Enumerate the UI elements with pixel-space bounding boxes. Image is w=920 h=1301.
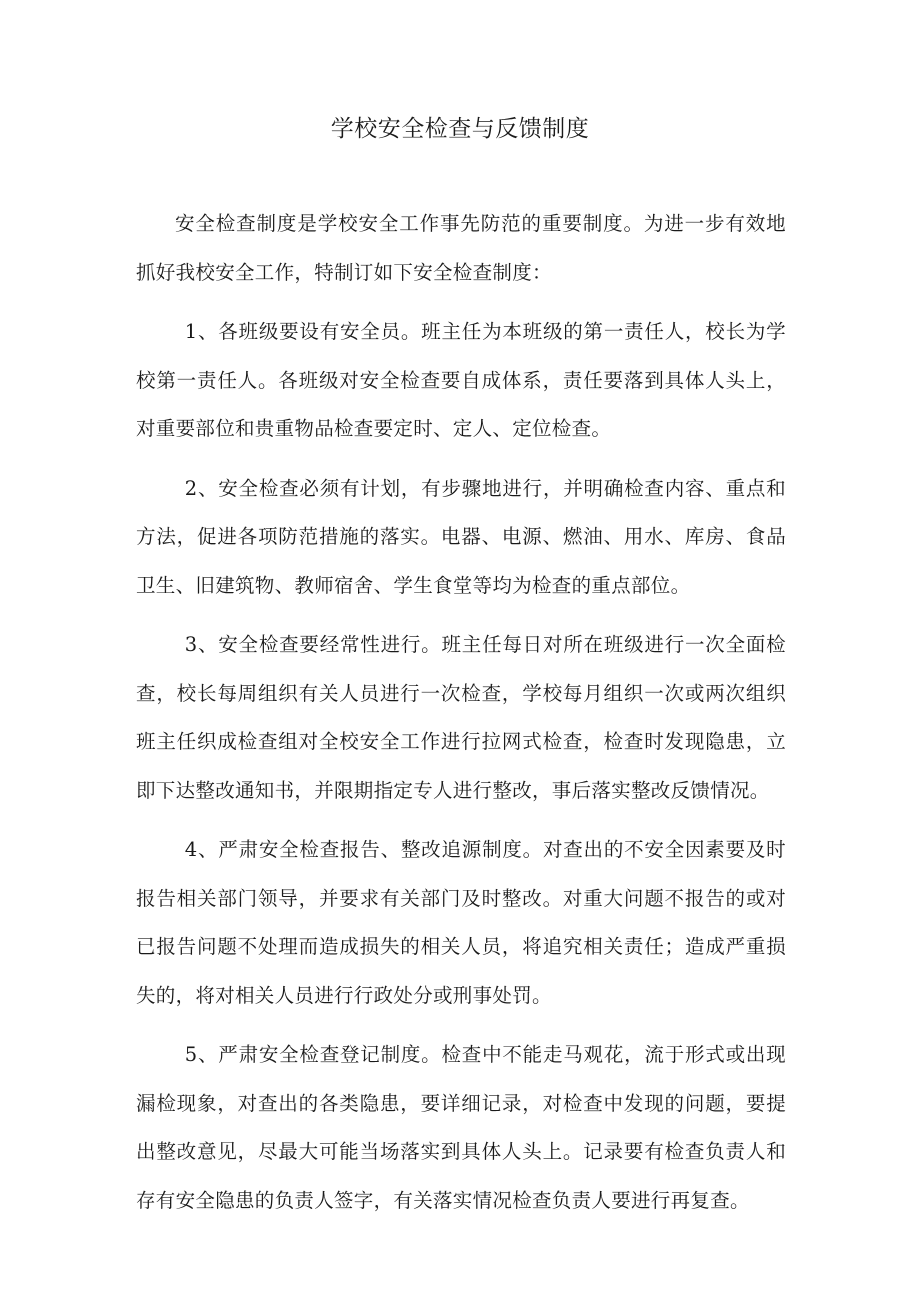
document-body <box>136 200 786 1236</box>
rule-item-2: 2、安全检查必须有计划，有步骤地进行，并明确检查内容、重点和方法，促进各项防范措施的落实。电器、电源、燃油、用水、库房、食品卫生、旧建筑物、教师宿舍、学生食堂等均为检查的重点部位。 <box>136 476 786 597</box>
rule-item-5: 5、严肃安全检查登记制度。检查中不能走马观花，流于形式或出现漏检现象，对查出的各类隐患，要详细记录，对检查中发现的问题，要提出整改意见，尽最大可能当场落实到具体人头上。记录要有检查负责人和存有安全隐患的负责人签字，有关落实情况检查负责人要进行再复查。 <box>136 1043 786 1212</box>
intro-paragraph: 安全检查制度是学校安全工作事先防范的重要制度。为进一步有效地抓好我校安全工作，特制订如下安全检查制度： <box>136 212 786 284</box>
rule-item-1: 1、各班级要设有安全员。班主任为本班级的第一责任人，校长为学校第一责任人。各班级对安全检查要自成体系，责任要落到具体人头上，对重要部位和贵重物品检查要定时、定人、定位检查。 <box>136 320 786 440</box>
rule-item-3: 3、安全检查要经常性进行。班主任每日对所在班级进行一次全面检查，校长每周组织有关人员进行一次检查，学校每月组织一次或两次组织班主任织成检查组对全校安全工作进行拉网式检查，检查时发现隐患，立即下达整改通知书，并限期指定专人进行整改，事后落实整改反馈情况。 <box>136 633 786 802</box>
rule-item-4: 4、严肃安全检查报告、整改追源制度。对查出的不安全因素要及时报告相关部门领导，并要求有关部门及时整改。对重大问题不报告的或对已报告问题不处理而造成损失的相关人员，将追究相关责任；造成严重损失的，将对相关人员进行行政处分或刑事处罚。 <box>136 838 786 1007</box>
document-title: 学校安全检查与反馈制度 <box>330 116 590 142</box>
